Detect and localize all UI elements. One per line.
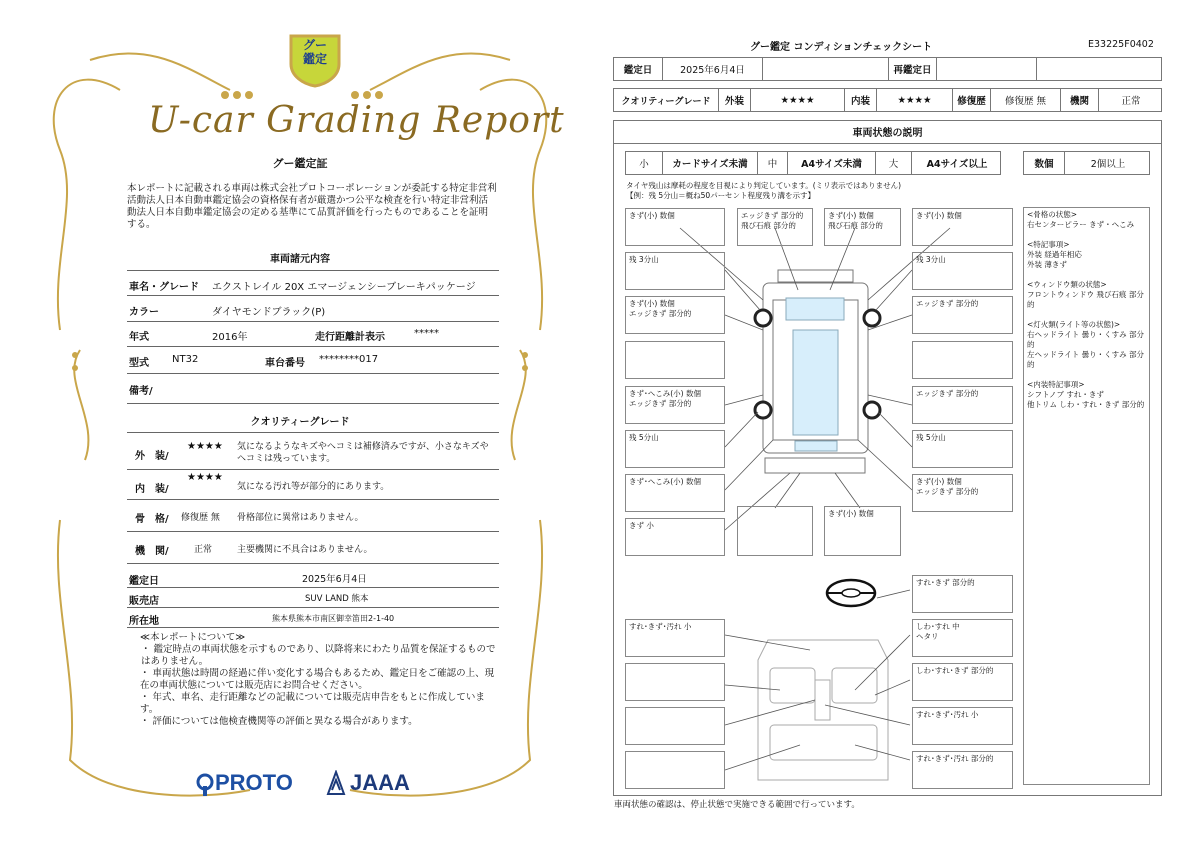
ext-box-right-front: エッジきず 部分的 [912, 296, 1013, 334]
address-row [127, 608, 499, 628]
appraisal-date: 2025年6月4日 [302, 574, 367, 585]
address-label: 所在地 [129, 616, 159, 627]
proto-logo: PROTO [215, 770, 293, 795]
chassis-label: 車台番号 [265, 358, 305, 369]
ext-box-tire-rear-left: 残 5分山 [625, 430, 725, 468]
ext-box-front-right: きず(小) 数個 [912, 208, 1013, 246]
spec-row-year [127, 322, 499, 347]
badge-text: グー 鑑定 [302, 38, 327, 66]
quality-row-interior [127, 470, 499, 500]
ext-stars: ★★★★ [750, 89, 844, 111]
int-box-dash: すれ･きず･汚れ 小 [625, 619, 725, 657]
date-value: 2025年6月4日 [662, 58, 762, 80]
jaaa-logo: JAAA [350, 770, 410, 795]
spec-row-color [127, 296, 499, 322]
notes-title: ≪本レポートについて≫ [140, 632, 246, 643]
ext-box-rear-bottom-left: きず 小 [625, 518, 725, 556]
int-box-driver-seat: しわ･すれ 中 ヘタリ [912, 619, 1013, 657]
tire-note-1: タイヤ残山は摩耗の程度を目視により判定しています。(ミリ表示ではありません) [626, 181, 902, 190]
odo-label: 走行距離計表示 [315, 332, 385, 343]
size-l-desc: A4サイズ以上 [911, 152, 1002, 174]
ext-box-front-left: きず(小) 数個 [625, 208, 725, 246]
int-box-left-rear [625, 751, 725, 789]
quality-row-engine [127, 532, 499, 564]
ext-box-rear-center-right: きず(小) 数個 [824, 506, 901, 556]
year-label: 年式 [129, 332, 149, 343]
note-item: ・ 鑑定時点の車両状態を示すものであり、以降将来にわたり品質を保証するものではありません。 [141, 644, 496, 667]
spec-row-model [127, 347, 499, 374]
ext-label: 外 装/ [135, 451, 169, 462]
ext-box-rear-right: きず(小) 数個 エッジきず 部分的 [912, 474, 1013, 512]
ext-box-rear-left: きず･へこみ(小) 数個 [625, 474, 725, 512]
repair-value: 修復歴 無 [990, 89, 1060, 111]
chassis-value: ********017 [319, 354, 379, 365]
quality-row-frame [127, 500, 499, 532]
odo-value: ***** [414, 328, 439, 339]
sheet-footer: 車両状態の確認は、停止状態で実施できる範囲で行っています。 [614, 800, 860, 810]
size-l: 大 [875, 152, 911, 174]
engine-label: 機関 [1060, 89, 1098, 111]
ext-label: 外装 [718, 89, 750, 111]
ext-box-left-mid [625, 341, 725, 379]
ext-box-tire-front-left: 残 3分山 [625, 252, 725, 290]
engine-text: 主要機関に不具合はありません。 [237, 545, 373, 555]
engine-value: 正常 [1098, 89, 1163, 111]
name-label: 車名・グレード [129, 282, 199, 293]
certificate-intro: 本レポートに記載される車両は株式会社プロトコーポレーションが委託する特定非営利活動法人日本自動車鑑定協会の資格保有者が厳選かつ公平な検査を行い特定非営利活動法人日本自動車鑑定協会の定める基準にて品質評価を行ったものであることを証明する。 [127, 183, 497, 230]
jaaa-logo-icon [326, 770, 346, 796]
engine-label: 機 関/ [135, 546, 169, 557]
ext-box-right-mid [912, 341, 1013, 379]
certificate-heading: グー鑑定証 [272, 157, 328, 170]
note-item: ・ 車両状態は時間の経過に伴い変化する場合もあるため、鑑定日をご確認の上、現在の車両状態については販売店にお問合せください。 [140, 668, 495, 691]
color-label: カラー [129, 307, 159, 318]
ext-box-front-center-right: きず(小) 数個 飛び石痕 部分的 [824, 208, 901, 246]
int-box-right-rear: すれ･きず･汚れ 部分的 [912, 751, 1013, 789]
int-box-left-mid [625, 707, 725, 745]
ext-box-left-rear: きず･へこみ(小) 数個 エッジきず 部分的 [625, 386, 725, 424]
note-item: ・ 評価については他検査機関等の評価と異なる場合があります。 [140, 716, 418, 727]
tire-note-2: 【例：残 5分山＝概ね50パーセント程度残り溝を示す】 [626, 191, 816, 200]
spec-row-remarks [127, 374, 499, 404]
special-notes-panel: <骨格の状態> 右センターピラー きず・へこみ <特記事項> 外装 経過年相応 外装 薄きず <ウィンドウ類の状態> フロントウィンドウ 飛び石痕 部分的 <灯火類(ライト等の状態)> 右ヘッドライト 曇り・くすみ 部分的 左ヘッドライト 曇り・くすみ 部分的 <内装特記事項> シフトノブ すれ・きず 他トリム しわ・すれ・きず 部分的 [1023, 207, 1150, 785]
repair-label: 修復歴 [952, 89, 990, 111]
engine-value: 正常 [194, 545, 213, 555]
spec-heading: 車両諸元内容 [270, 254, 330, 265]
ext-box-left-front: きず(小) 数個 エッジきず 部分的 [625, 296, 725, 334]
qg-label: クオリティーグレード [621, 96, 711, 107]
int-label: 内装 [844, 89, 876, 111]
ext-text: 気になるようなキズやヘコミは補修済みですが、小さなキズやヘコミは残っています。 [237, 442, 489, 464]
int-stars: ★★★★ [876, 89, 952, 111]
appraisal-date-row [127, 568, 499, 588]
size-m: 中 [757, 152, 787, 174]
doc-id: E33225F0402 [1088, 39, 1154, 50]
date-label: 鑑定日 [623, 65, 653, 76]
size-s: 小 [639, 159, 649, 170]
proto-logo-icon [196, 772, 214, 796]
re-date-label: 再鑑定日 [888, 58, 936, 80]
ext-box-right-rear: エッジきず 部分的 [912, 386, 1013, 424]
model-label: 型式 [129, 358, 149, 369]
shop-label: 販売店 [129, 596, 159, 607]
steering-wheel-icon [827, 580, 875, 606]
size-s-desc: カードサイズ未満 [662, 152, 757, 174]
int-box-steering: すれ･きず 部分的 [912, 575, 1013, 613]
size-m-desc: A4サイズ未満 [787, 152, 875, 174]
sheet-title: グー鑑定 コンディションチェックシート [750, 42, 933, 53]
report-notes [140, 632, 500, 728]
script-title: U-car Grading Report [148, 100, 565, 141]
remarks-label: 備考/ [129, 386, 153, 397]
quality-heading: クオリティーグレード [250, 417, 350, 428]
condition-check-sheet [600, 0, 1200, 848]
ext-stars: ★★★★ [187, 441, 223, 452]
model-value: NT32 [172, 354, 199, 365]
int-box-right-mid: すれ･きず･汚れ 小 [912, 707, 1013, 745]
ext-box-tire-front-right: 残 3分山 [912, 252, 1013, 290]
appraisal-date-label: 鑑定日 [129, 576, 159, 587]
name-value: エクストレイル 20X エマージェンシーブレーキパッケージ [212, 282, 476, 293]
count-desc: 2個以上 [1064, 152, 1151, 174]
frame-text: 骨格部位に異常はありません。 [237, 513, 364, 523]
note-item: ・ 年式、車名、走行距離などの記載については販売店申告をもとに作成しています。 [140, 692, 485, 715]
color-value: ダイヤモンドブラック(P) [212, 307, 326, 318]
address-value: 熊本県熊本市南区御幸笛田2-1-40 [272, 614, 395, 623]
count-label: 数個 [1034, 159, 1054, 170]
int-label: 内 装/ [135, 484, 169, 495]
ext-box-tire-rear-right: 残 5分山 [912, 430, 1013, 468]
frame-label: 骨 格/ [135, 514, 169, 525]
year-value: 2016年 [212, 332, 248, 343]
quality-row-exterior [127, 432, 499, 470]
int-stars: ★★★★ [187, 472, 223, 483]
shop-value: SUV LAND 熊本 [305, 594, 369, 604]
shop-row [127, 588, 499, 608]
cond-heading: 車両状態の説明 [613, 120, 1162, 144]
spec-row-name [127, 270, 499, 296]
ext-box-rear-center-left [737, 506, 813, 556]
ext-box-front-center-left: エッジきず 部分的 飛び石痕 部分的 [737, 208, 813, 246]
int-box-left-front [625, 663, 725, 701]
int-box-right-front: しわ･すれ･きず 部分的 [912, 663, 1013, 701]
frame-value: 修復歴 無 [181, 513, 220, 523]
int-text: 気になる汚れ等が部分的にあります。 [237, 482, 390, 492]
